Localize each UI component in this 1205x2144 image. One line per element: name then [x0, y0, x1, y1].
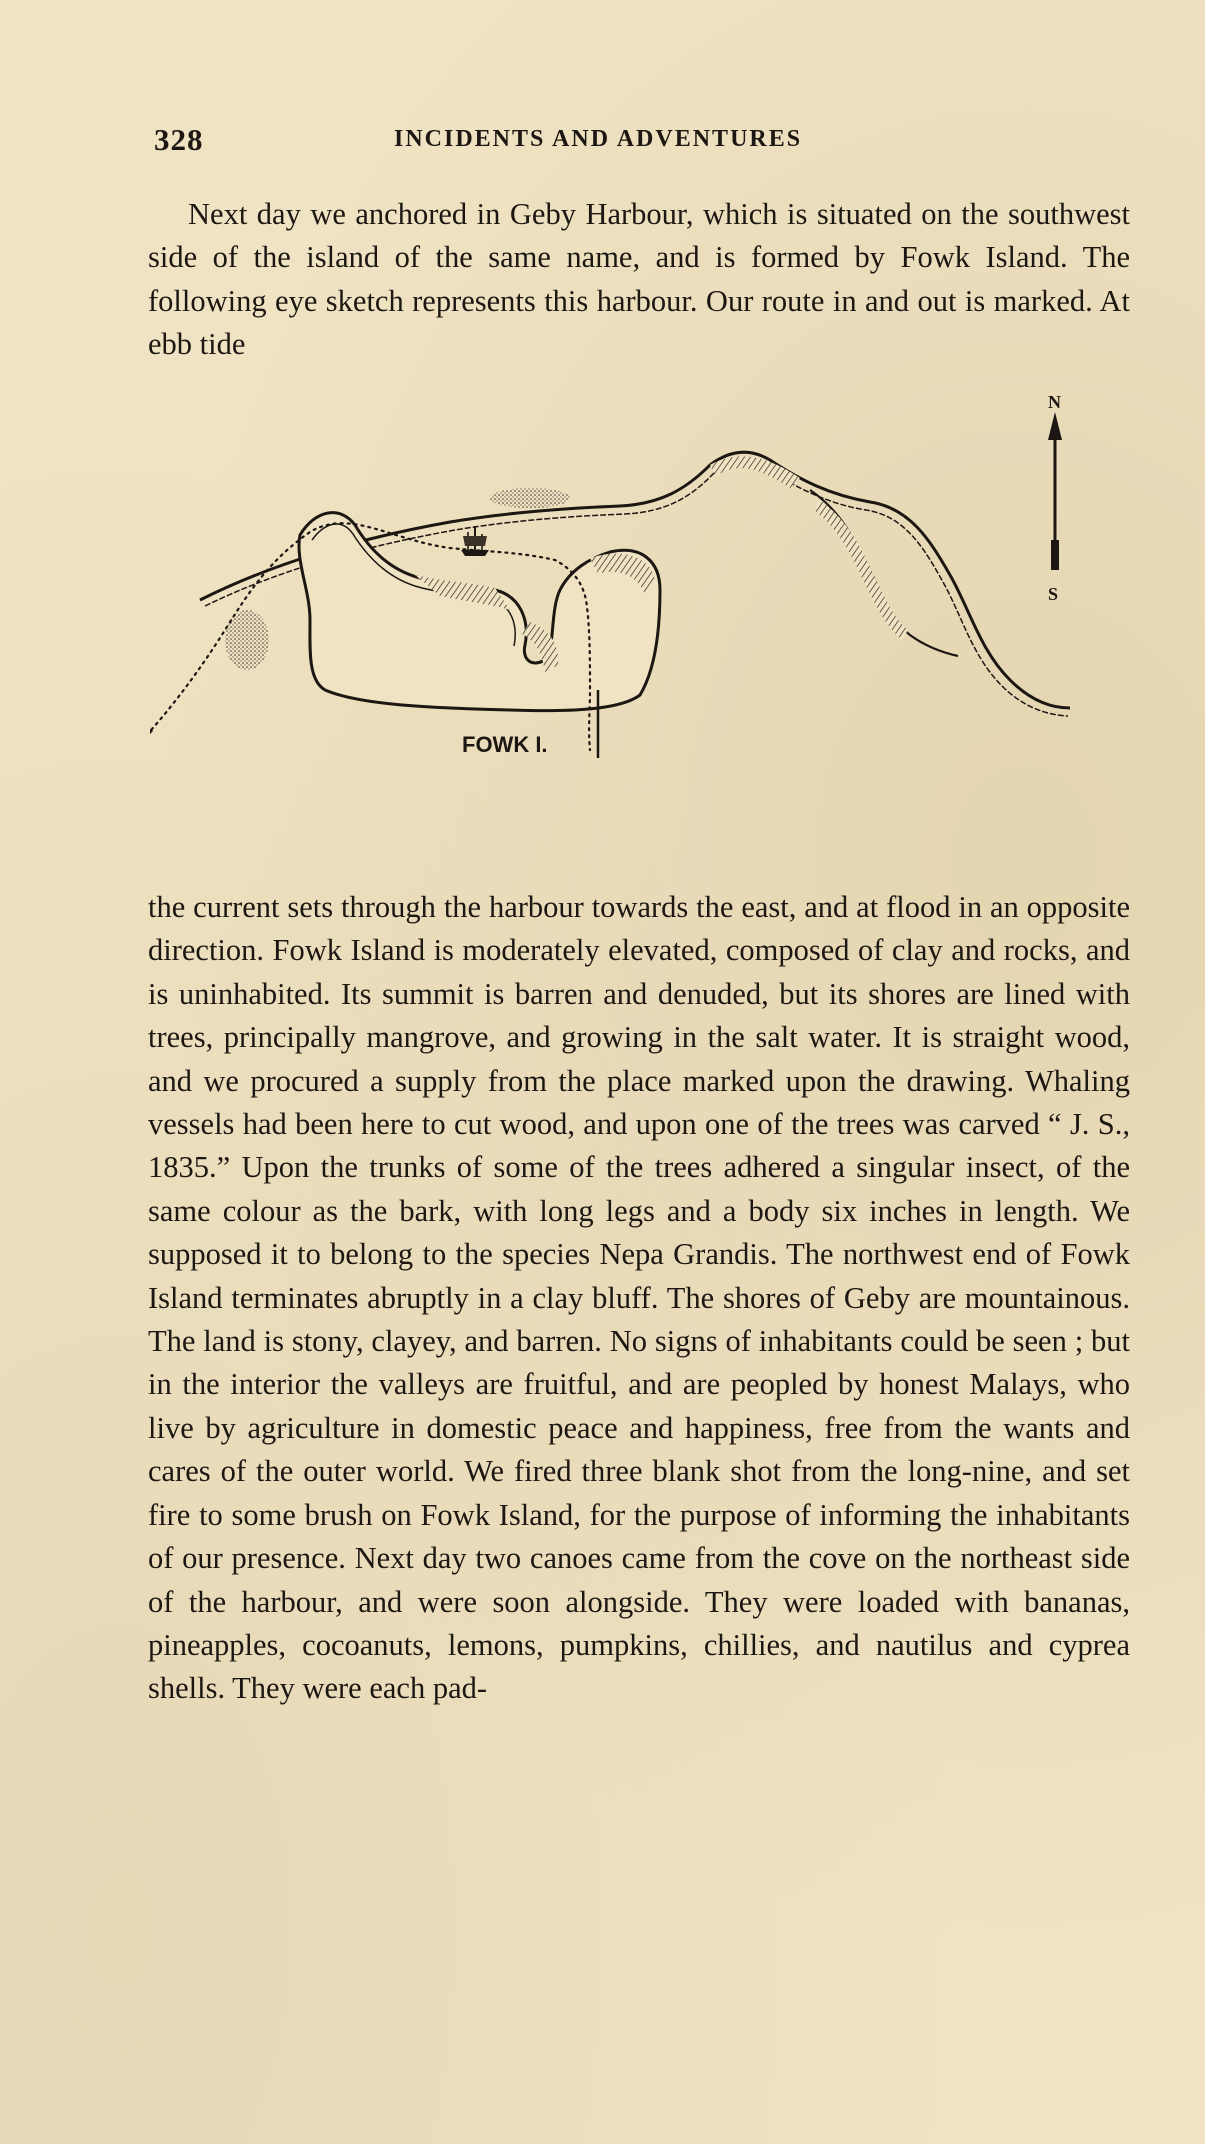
- harbour-sketch-svg: [150, 390, 1130, 860]
- page-number: 328: [154, 122, 204, 157]
- compass-needle: [1048, 392, 1062, 604]
- running-head: INCIDENTS AND ADVENTURES: [394, 126, 803, 152]
- route-arrow: [150, 730, 152, 750]
- wood-cutting-spot: [225, 610, 269, 670]
- paragraph-main: the current sets through the harbour towards the east, and at flood in an opposite direction. Fowk Island is moderately elevated, composed of clay and rocks, and is uninhabited. Its summit is barren and denuded, but its shores are lined with trees, principally mangrove, and growing in the salt water. It is straight wood, and we procured a supply from the place marked upon the drawing. Whaling vessels had been here to cut wood, and upon one of the trees was carved “ J. S., 1835.” Upon the trunks of some of the trees adhered a singular insect, of the same colour as the bark, with long legs and a body six inches in length. We supposed it to belong to the species Nepa Grandis. The northwest end of Fowk Island terminates abruptly in a clay bluff. The shores of Geby are mountainous. The land is stony, clayey, and barren. No signs of inhabitants could be seen ; but in the interior the valleys are fruitful, and are peopled by honest Malays, who live by agriculture in domestic peace and happiness, free from the wants and cares of the outer world. We fired three blank shot from the long-nine, and set fire to some brush on Fowk Island, for the purpose of informing the inhabitants of our presence. Next day two canoes came from the cove on the northeast side of the harbour, and were soon alongside. They were loaded with bananas, pineapples, cocoanuts, lemons, pumpkins, chillies, and nautilus and cyprea shells. They were each pad-: [148, 890, 1130, 1706]
- harbour-sketch: [150, 390, 1130, 860]
- compass-south-letter: S: [1048, 584, 1059, 604]
- compass-north-letter: N: [1048, 392, 1061, 412]
- shore-stipple-patch: [490, 488, 570, 508]
- island-label: FOWK I.: [462, 732, 548, 757]
- paragraph-intro: Next day we anchored in Geby Harbour, which is situated on the southwest side of the island of the same name, and is formed by Fowk Island. The following eye sketch represents this harbour. Our route in and out is marked. At ebb tide: [148, 197, 1130, 362]
- page-header: [154, 122, 1134, 162]
- coast-hatching: [710, 456, 800, 488]
